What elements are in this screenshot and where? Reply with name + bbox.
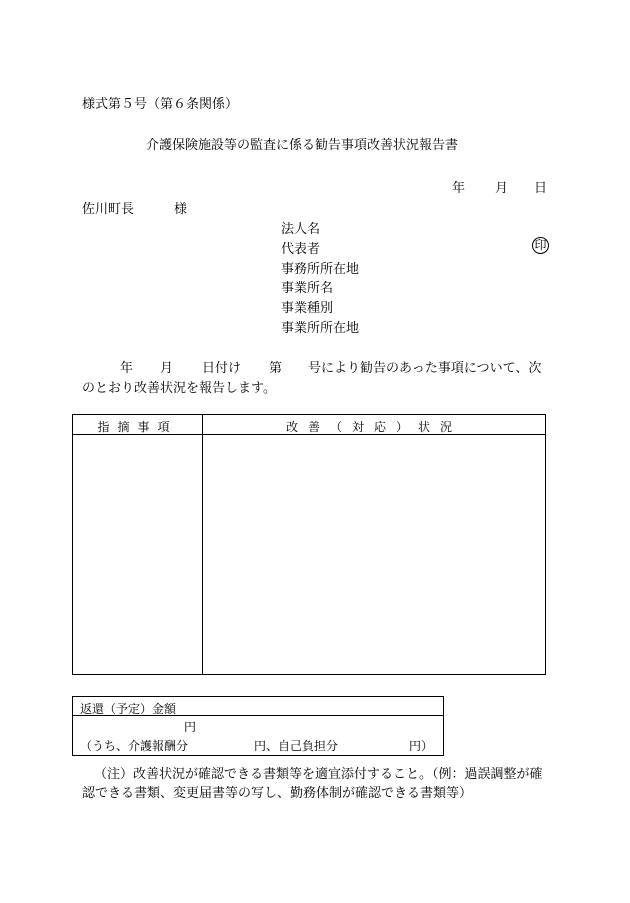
refund-label: 返還（予定）金額 xyxy=(80,702,177,716)
addressee-honorific: 様 xyxy=(174,202,188,217)
refund-breakdown-self: 円、自己負担分 xyxy=(254,739,339,753)
table-header-status: 改善（対応）状況 xyxy=(285,420,462,434)
refund-yen: 円 xyxy=(184,720,197,734)
note-line1: （注）改善状況が確認できる書類等を適宜添付すること。（例：過誤調整が確 xyxy=(94,767,543,782)
field-business-name: 事業所名 xyxy=(281,281,334,296)
refund-box xyxy=(72,696,444,756)
body-dated: 日付け xyxy=(202,361,242,376)
field-representative: 代表者 xyxy=(281,242,321,257)
seal-mark: 印 xyxy=(532,237,549,254)
refund-breakdown-end: 円） xyxy=(409,739,434,753)
document-title: 介護保険施設等の監査に係る勧告事項改善状況報告書 xyxy=(146,138,459,153)
refund-breakdown-care: （うち、介護報酬分 xyxy=(80,739,189,753)
date-day: 日 xyxy=(534,181,548,196)
field-office-address: 事務所所在地 xyxy=(281,262,360,277)
addressee-name: 佐川町長 xyxy=(82,202,135,217)
field-corporation-name: 法人名 xyxy=(281,222,321,237)
field-business-address: 事業所所在地 xyxy=(281,321,360,336)
date-month: 月 xyxy=(495,181,509,196)
table-header-issues: 指摘事項 xyxy=(97,420,178,434)
date-year: 年 xyxy=(452,181,466,196)
body-dai: 第 xyxy=(269,361,283,376)
body-month: 月 xyxy=(160,361,174,376)
table-column-divider xyxy=(202,415,203,674)
addressee xyxy=(82,198,187,217)
note-line2: 認できる書類、変更届書等の写し、勤務体制が確認できる書類等） xyxy=(82,786,473,801)
body-year: 年 xyxy=(120,361,134,376)
body-text-line2: のとおり改善状況を報告します。 xyxy=(82,381,276,396)
form-number: 様式第５号（第６条関係） xyxy=(82,97,239,112)
improvement-table xyxy=(72,414,546,675)
body-rest: 号により勧告のあった事項について、次 xyxy=(308,361,542,376)
table-header-divider xyxy=(73,434,545,435)
refund-divider xyxy=(73,715,443,716)
field-business-type: 事業種別 xyxy=(281,301,334,316)
